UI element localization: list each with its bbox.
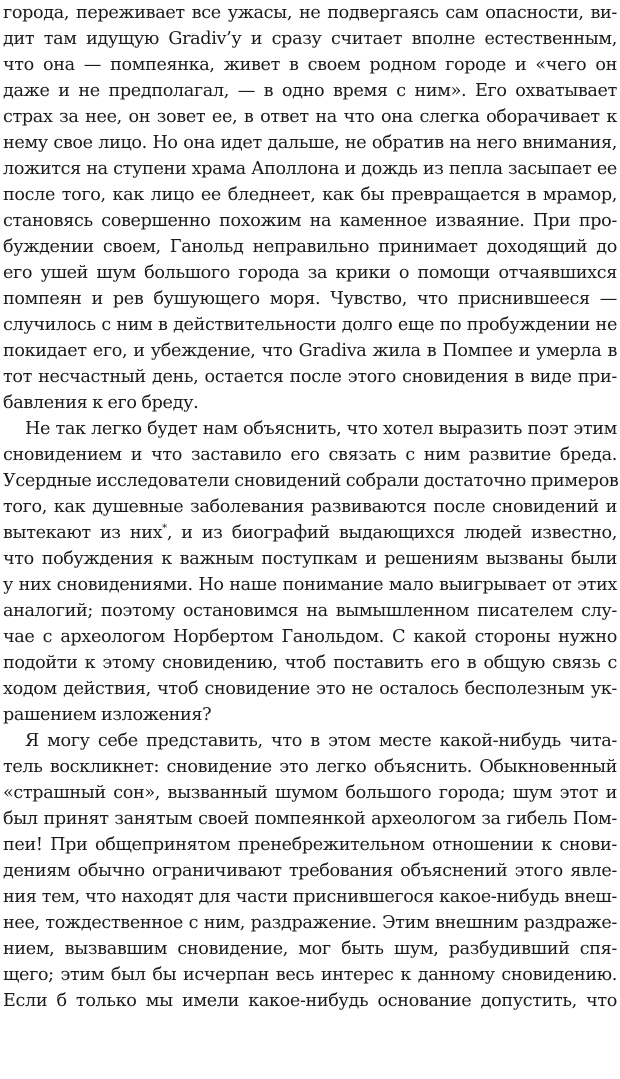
text-line: дит там идущую Gradiv’у и сразу считает вполне естественным, bbox=[3, 29, 617, 49]
paragraph-start-line: Не так легко будет нам объяснить, что хотел выразить поэт этим bbox=[25, 419, 617, 439]
text-line: ходом действия, чтоб сновидение это не осталось бесполезным ук- bbox=[3, 679, 617, 699]
text-line: покидает его, и убеждение, что Gradiva жила в Помпее и умерла в bbox=[3, 341, 617, 361]
text-line: сновидением и что заставило его связать с ним развитие бреда. bbox=[3, 445, 617, 465]
text-line: Если б только мы имели какое-нибудь основание допустить, что bbox=[3, 991, 617, 1011]
text-line: страх за нее, он зовет ее, в ответ на что она слегка оборачивает к bbox=[3, 107, 617, 127]
text-line: помпеян и рев бушующего моря. Чувство, что приснившееся — bbox=[3, 289, 617, 309]
text-line-with-footnote bbox=[3, 520, 617, 546]
text-line: чае с археологом Норбертом Ганольдом. С какой стороны нужно bbox=[3, 627, 617, 647]
book-page bbox=[3, 0, 617, 1079]
text-line: того, как душевные заболевания развиваются после сновидений и bbox=[3, 497, 617, 517]
text-line: даже и не предполагал, — в одно время с ним». Его охватывает bbox=[3, 81, 617, 101]
text-line: аналогий; поэтому остановимся на вымышленном писателем слу- bbox=[3, 601, 617, 621]
paragraph-start-line: Я могу себе представить, что в этом месте какой-нибудь чита- bbox=[25, 731, 617, 751]
text-line: тель воскликнет: сновидение это легко объяснить. Обыкновенный bbox=[3, 757, 617, 777]
text-line: бавления к его бреду. bbox=[3, 393, 199, 413]
text-line: пеи! При общепринятом пренебрежительном отношении к снови- bbox=[3, 835, 617, 855]
text-line: дениям обычно ограничивают требования объяснений этого явле- bbox=[3, 861, 617, 881]
text-line: его ушей шум большого города за крики о помощи отчаявшихся bbox=[3, 263, 617, 283]
text-line: ния тем, что находят для части приснившегося какое-нибудь внеш- bbox=[3, 887, 617, 907]
text-line: что побуждения к важным поступкам и решениям вызваны были bbox=[3, 549, 617, 569]
text-line: что она — помпеянка, живет в своем родном городе и «чего он bbox=[3, 55, 617, 75]
text-line: нему свое лицо. Но она идет дальше, не обратив на него внимания, bbox=[3, 133, 617, 153]
text-line: «страшный сон», вызванный шумом большого города; шум этот и bbox=[3, 783, 617, 803]
text-line: рашением изложения? bbox=[3, 705, 212, 725]
text-segment: , и из биографий выдающихся людей известно, bbox=[166, 523, 617, 543]
text-line: у них сновидениями. Но наше понимание мало выигрывает от этих bbox=[3, 575, 617, 595]
text-line: нее, тождественное с ним, раздражение. Этим внешним раздраже- bbox=[3, 913, 617, 933]
text-line: тот несчастный день, остается после этого сновидения в виде при- bbox=[3, 367, 617, 387]
text-line: ложится на ступени храма Аполлона и дождь из пепла засыпает ее bbox=[3, 159, 617, 179]
text-line: буждении своем, Ганольд неправильно принимает доходящий до bbox=[3, 237, 617, 257]
text-line: случилось с ним в действительности долго еще по пробуждении не bbox=[3, 315, 617, 335]
text-line: щего; этим был бы исчерпан весь интерес к данному сновидению. bbox=[3, 965, 617, 985]
text-segment: вытекают из них bbox=[3, 523, 163, 543]
text-line: был принят занятым своей помпеянкой археологом за гибель Пом- bbox=[3, 809, 617, 829]
footnote-reference: * bbox=[162, 523, 167, 535]
text-line: Усердные исследователи сновидений собрали достаточно примеров bbox=[3, 471, 619, 491]
text-line: становясь совершенно похожим на каменное изваяние. При про- bbox=[3, 211, 617, 231]
text-line: города, переживает все ужасы, не подвергаясь сам опасности, ви- bbox=[3, 3, 617, 23]
text-line: подойти к этому сновидению, чтоб поставить его в общую связь с bbox=[3, 653, 617, 673]
text-line: нием, вызвавшим сновидение, мог быть шум, разбудивший спя- bbox=[3, 939, 617, 959]
text-line: после того, как лицо ее бледнеет, как бы превращается в мрамор, bbox=[3, 185, 617, 205]
